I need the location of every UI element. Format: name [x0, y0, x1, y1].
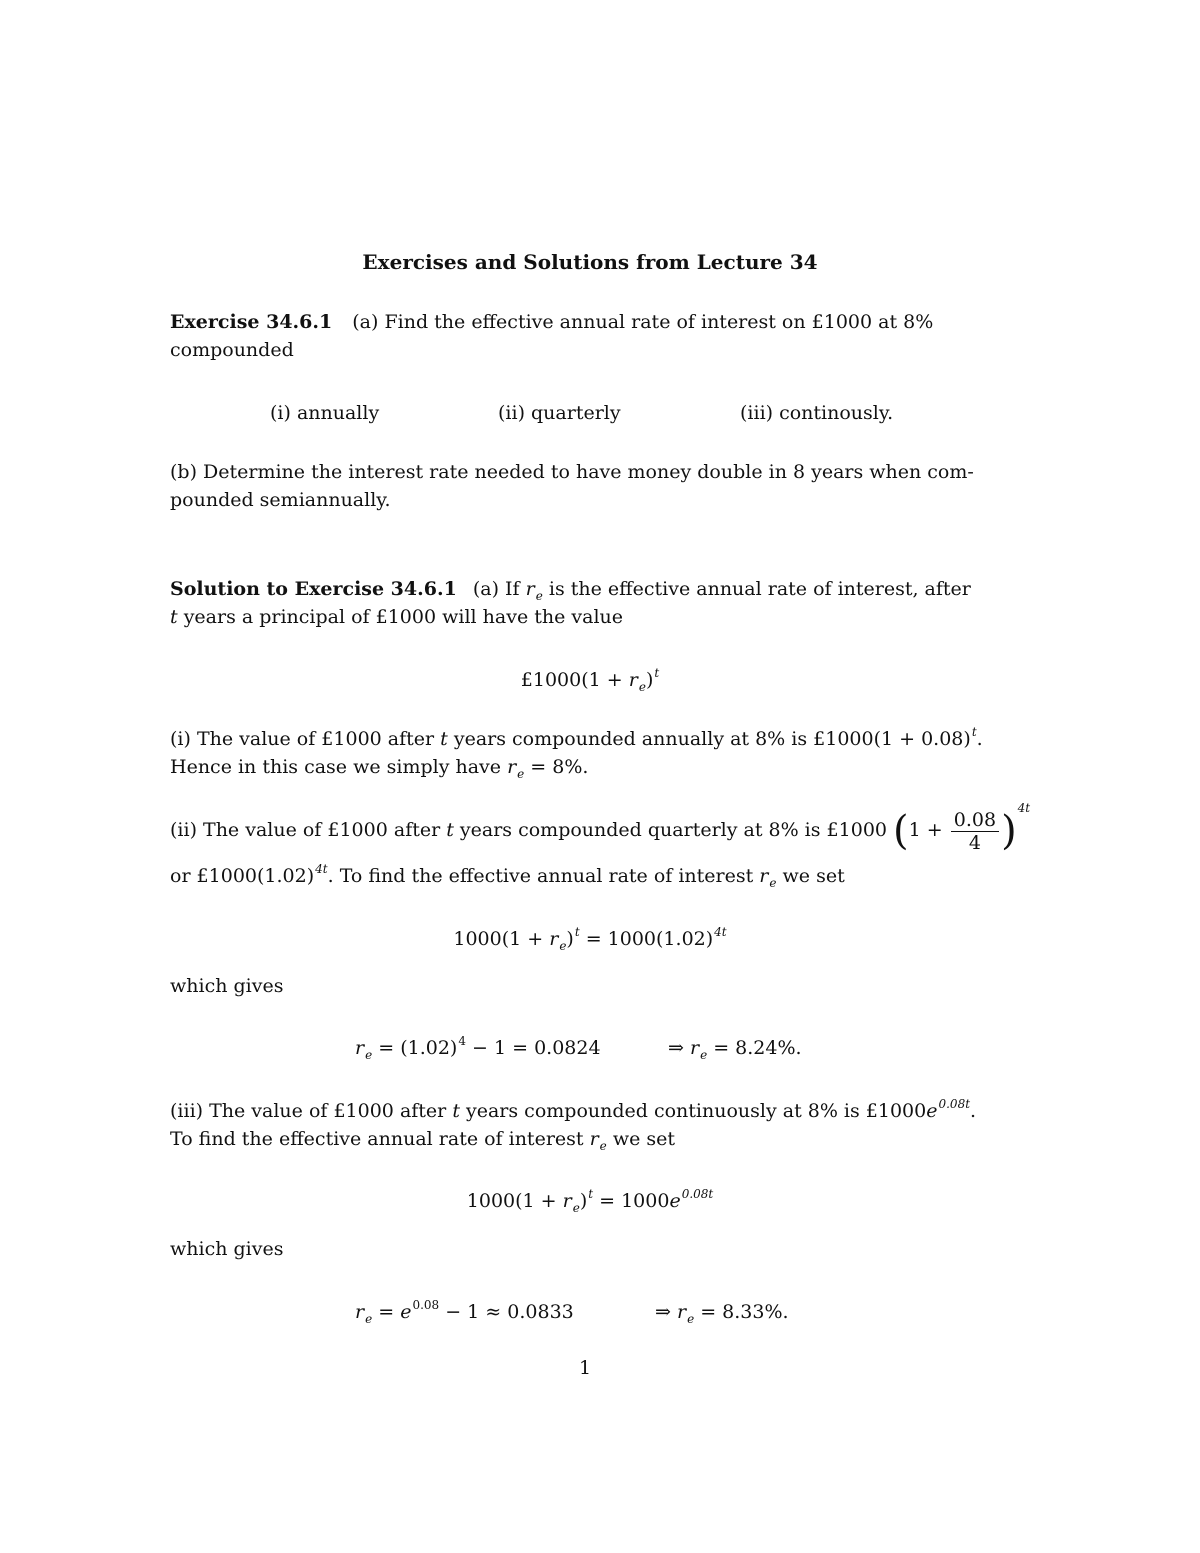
exercise-part-b-line-1: (b) Determine the interest rate needed to have money double in 8 years when com- [170, 461, 974, 483]
part-iii-line-2: To find the effective annual rate of interest $r_e$ we set [170, 1128, 676, 1153]
part-iii-line-1: (iii) The value of £1000 after t years compounded continuously at 8% is $£1000e^{0.08t}$. [170, 1097, 977, 1122]
exercise-part-a: (a) Find the effective annual rate of interest on £1000 at 8% [352, 311, 934, 333]
result-continuous-percent: ⇒ $r_e = 8.33\%$. [655, 1301, 789, 1326]
equation-continuous: $1000(1 + r_e)^t = 1000e^{0.08t}$ [466, 1187, 714, 1215]
equation-quarterly: $1000(1 + r_e)^t = 1000(1.02)^{4t}$ [453, 925, 727, 953]
page-title: Exercises and Solutions from Lecture 34 [362, 250, 818, 274]
part-i-line-2: Hence in this case we simply have $r_e = 8\%$. [170, 756, 589, 781]
exercise-label: Exercise 34.6.1 [170, 311, 333, 333]
exercise-line-2: compounded [170, 339, 294, 361]
page-number: 1 [578, 1357, 592, 1379]
part-ii-line-1: (ii) The value of £1000 after t years compounded quarterly at 8% is £1000 (1 + $\frac{0.08}{4}$ )$^{4t}$ [170, 801, 1031, 854]
result-quarterly-percent: ⇒ $r_e = 8.24\%$. [668, 1037, 802, 1062]
exercise-line-1 [170, 310, 933, 334]
solution-label: Solution to Exercise 34.6.1 [170, 578, 457, 600]
option-annually: (i) annually [270, 402, 380, 424]
solution-line-2: t years a principal of £1000 will have the value [170, 606, 623, 628]
equation-value: £1000(1 + $r_e)^t$ [520, 666, 660, 694]
which-gives-2: which gives [170, 1238, 284, 1260]
which-gives-1: which gives [170, 975, 284, 997]
part-ii-line-2: or $£1000(1.02)^{4t}$. To find the effective annual rate of interest $r_e$ we set [170, 862, 845, 890]
result-quarterly: $r_e = (1.02)^4 - 1 = 0.0824$ [355, 1034, 601, 1062]
result-continuous: $r_e = e^{0.08} - 1 \approx 0.0833$ [355, 1298, 574, 1326]
solution-line-1: Solution to Exercise 34.6.1 (a) If $r_e$ is the effective annual rate of interest, after [170, 578, 971, 603]
part-i-line-1: (i) The value of £1000 after t years compounded annually at 8% is £1000(1 + 0.08)$^t$. [170, 725, 983, 750]
exercise-part-b-line-2: pounded semiannually. [170, 489, 391, 511]
option-continously: (iii) continously. [740, 402, 894, 424]
option-quarterly: (ii) quarterly [498, 402, 621, 424]
fraction: $\frac{0.08}{4}$ [951, 809, 999, 854]
